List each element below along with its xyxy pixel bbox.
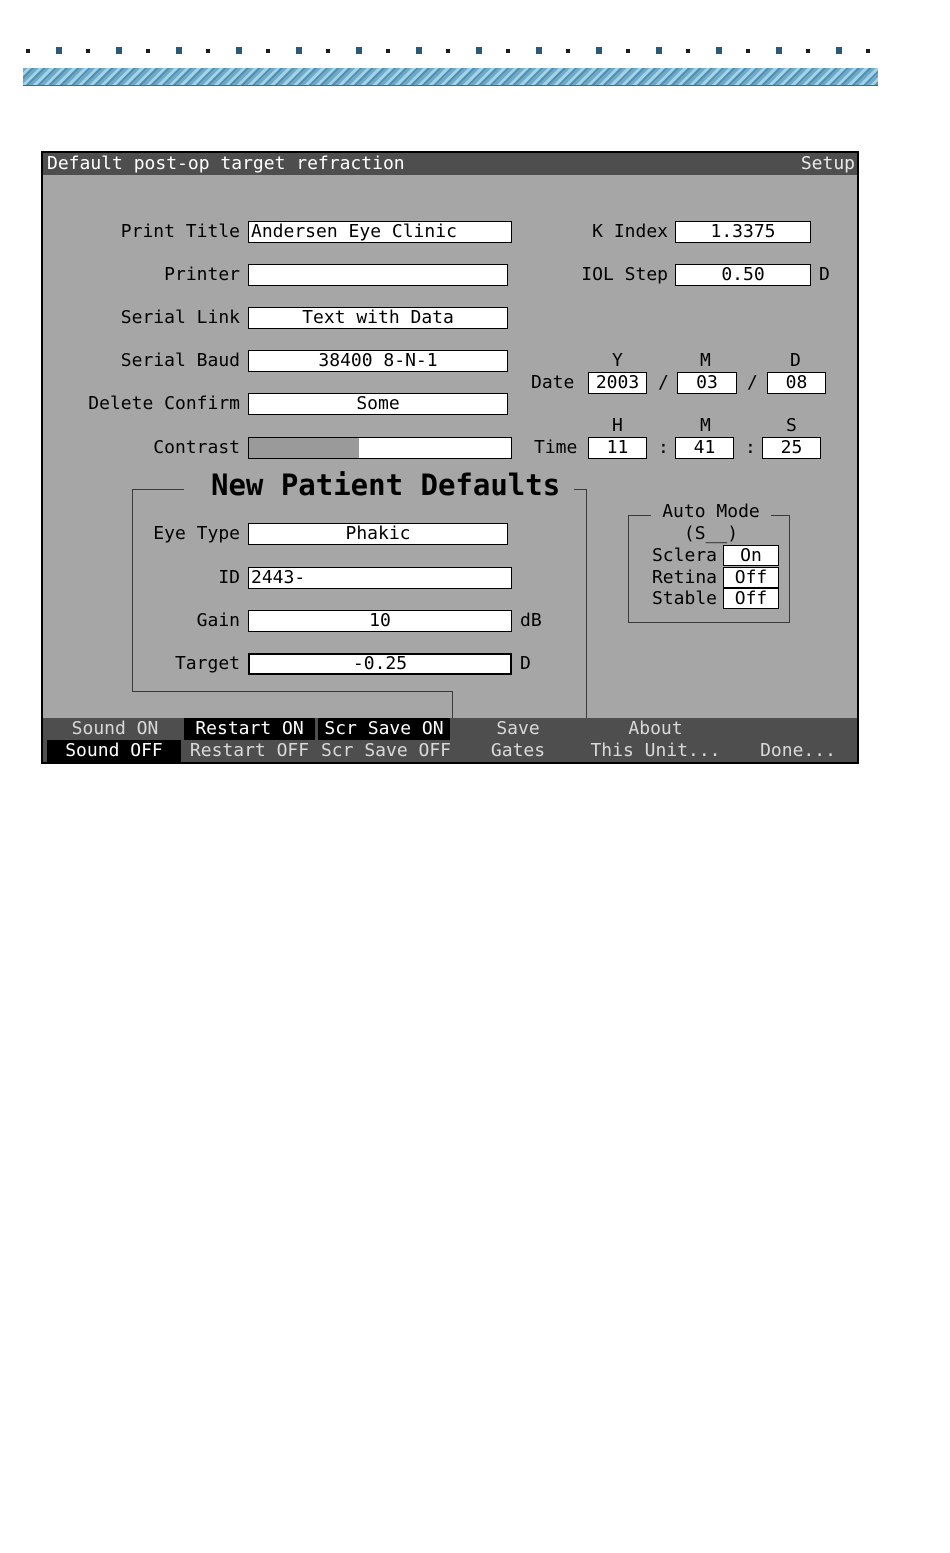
iol-step-unit: D bbox=[819, 264, 830, 285]
decorative-dot bbox=[356, 47, 362, 54]
time-minute-field[interactable]: 41 bbox=[675, 437, 734, 459]
setup-screen bbox=[41, 151, 859, 764]
date-separator: / bbox=[658, 372, 669, 393]
contrast-level-bar bbox=[249, 438, 359, 458]
time-hour-header: H bbox=[612, 415, 623, 436]
scr-save-off-key[interactable]: Scr Save OFF bbox=[320, 740, 452, 761]
time-separator: : bbox=[745, 437, 756, 458]
decorative-dot bbox=[626, 49, 630, 53]
id-field[interactable]: 2443- bbox=[248, 567, 512, 589]
decorative-dot bbox=[116, 47, 122, 54]
eye-type-field[interactable]: Phakic bbox=[248, 523, 508, 545]
date-label: Date bbox=[531, 372, 575, 393]
date-separator: / bbox=[747, 372, 758, 393]
scr-save-on-key[interactable]: Scr Save ON bbox=[318, 718, 450, 740]
delete-confirm-label: Delete Confirm bbox=[88, 393, 240, 414]
date-year-field[interactable]: 2003 bbox=[588, 372, 647, 394]
decorative-dot bbox=[86, 49, 90, 53]
date-month-header: M bbox=[700, 350, 711, 371]
printer-field[interactable] bbox=[248, 264, 508, 286]
decorative-dot bbox=[266, 49, 270, 53]
decorative-dot bbox=[716, 47, 722, 54]
time-second-header: S bbox=[786, 415, 797, 436]
decorative-dot bbox=[656, 47, 662, 54]
save-gates-key-line2[interactable]: Gates bbox=[490, 740, 546, 761]
decorative-dot bbox=[386, 49, 390, 53]
decorative-dot bbox=[746, 49, 750, 53]
sound-on-key[interactable]: Sound ON bbox=[71, 718, 159, 739]
save-gates-key-line1[interactable]: Save bbox=[496, 718, 540, 739]
sclera-field[interactable]: On bbox=[723, 545, 779, 566]
gain-unit: dB bbox=[520, 610, 542, 631]
delete-confirm-field[interactable]: Some bbox=[248, 393, 508, 415]
decorative-dot bbox=[506, 49, 510, 53]
decorative-dot bbox=[686, 49, 690, 53]
decorative-dot bbox=[416, 47, 422, 54]
print-title-label: Print Title bbox=[120, 221, 240, 242]
time-minute-header: M bbox=[700, 415, 711, 436]
decorative-dot bbox=[806, 49, 810, 53]
gain-field[interactable]: 10 bbox=[248, 610, 512, 632]
target-field[interactable]: -0.25 bbox=[248, 653, 512, 675]
serial-link-label: Serial Link bbox=[120, 307, 240, 328]
stable-label: Stable bbox=[651, 588, 717, 609]
date-month-field[interactable]: 03 bbox=[677, 372, 737, 394]
about-key-line2[interactable]: This Unit... bbox=[590, 740, 721, 761]
serial-link-field[interactable]: Text with Data bbox=[248, 307, 508, 329]
mode-label: Setup bbox=[800, 153, 855, 174]
decorative-dot bbox=[236, 47, 242, 54]
decorative-dot bbox=[176, 47, 182, 54]
group-border-top-right bbox=[574, 489, 586, 490]
auto-mode-title: Auto Mode bbox=[651, 502, 771, 522]
decorative-dot bbox=[146, 49, 150, 53]
time-label: Time bbox=[534, 437, 578, 458]
iol-step-label: IOL Step bbox=[581, 264, 668, 285]
serial-baud-field[interactable]: 38400 8-N-1 bbox=[248, 350, 508, 372]
date-day-header: D bbox=[790, 350, 801, 371]
retina-field[interactable]: Off bbox=[723, 567, 779, 588]
gain-label: Gain bbox=[196, 610, 240, 631]
decorative-header-band bbox=[23, 68, 878, 86]
target-label: Target bbox=[174, 653, 240, 674]
serial-baud-label: Serial Baud bbox=[120, 350, 240, 371]
time-hour-field[interactable]: 11 bbox=[588, 437, 647, 459]
new-patient-defaults-title: New Patient Defaults bbox=[211, 468, 561, 502]
group-border-top-left bbox=[132, 489, 184, 490]
decorative-dot bbox=[26, 49, 30, 53]
time-second-field[interactable]: 25 bbox=[762, 437, 821, 459]
contrast-label: Contrast bbox=[153, 437, 240, 458]
window-title: Default post-op target refraction bbox=[47, 153, 405, 174]
title-bar bbox=[43, 153, 857, 175]
date-day-field[interactable]: 08 bbox=[767, 372, 826, 394]
print-title-field[interactable]: Andersen Eye Clinic bbox=[248, 221, 512, 243]
restart-on-key[interactable]: Restart ON bbox=[184, 718, 315, 740]
decorative-dot bbox=[326, 49, 330, 53]
stable-field[interactable]: Off bbox=[723, 588, 779, 609]
retina-label: Retina bbox=[651, 567, 717, 588]
sound-off-key[interactable]: Sound OFF bbox=[47, 740, 181, 762]
decorative-dot bbox=[776, 47, 782, 54]
about-key-line1[interactable]: About bbox=[628, 718, 683, 739]
id-label: ID bbox=[218, 567, 240, 588]
decorative-dot bbox=[596, 47, 602, 54]
auto-mode-subtitle: (S__) bbox=[669, 524, 753, 544]
k-index-label: K Index bbox=[592, 221, 668, 242]
decorative-dot bbox=[836, 47, 842, 54]
eye-type-label: Eye Type bbox=[153, 523, 240, 544]
decorative-dot bbox=[536, 47, 542, 54]
softkey-bar bbox=[43, 718, 857, 762]
printer-label: Printer bbox=[164, 264, 240, 285]
target-unit: D bbox=[520, 653, 531, 674]
done-key[interactable]: Done... bbox=[760, 740, 836, 761]
group-border-bottom bbox=[132, 691, 452, 692]
time-separator: : bbox=[658, 437, 669, 458]
date-year-header: Y bbox=[612, 350, 623, 371]
decorative-dot bbox=[866, 49, 870, 53]
sclera-label: Sclera bbox=[651, 545, 717, 566]
k-index-field[interactable]: 1.3375 bbox=[675, 221, 811, 243]
iol-step-field[interactable]: 0.50 bbox=[675, 264, 811, 286]
decorative-dot bbox=[296, 47, 302, 54]
contrast-slider[interactable] bbox=[248, 437, 512, 459]
decorative-dot-row bbox=[22, 44, 882, 58]
group-border-right bbox=[586, 489, 587, 718]
decorative-dot bbox=[566, 49, 570, 53]
group-border-step bbox=[452, 691, 453, 718]
decorative-dot bbox=[446, 49, 450, 53]
decorative-dot bbox=[476, 47, 482, 54]
restart-off-key[interactable]: Restart OFF bbox=[189, 740, 310, 761]
decorative-dot bbox=[206, 49, 210, 53]
decorative-dot bbox=[56, 47, 62, 54]
